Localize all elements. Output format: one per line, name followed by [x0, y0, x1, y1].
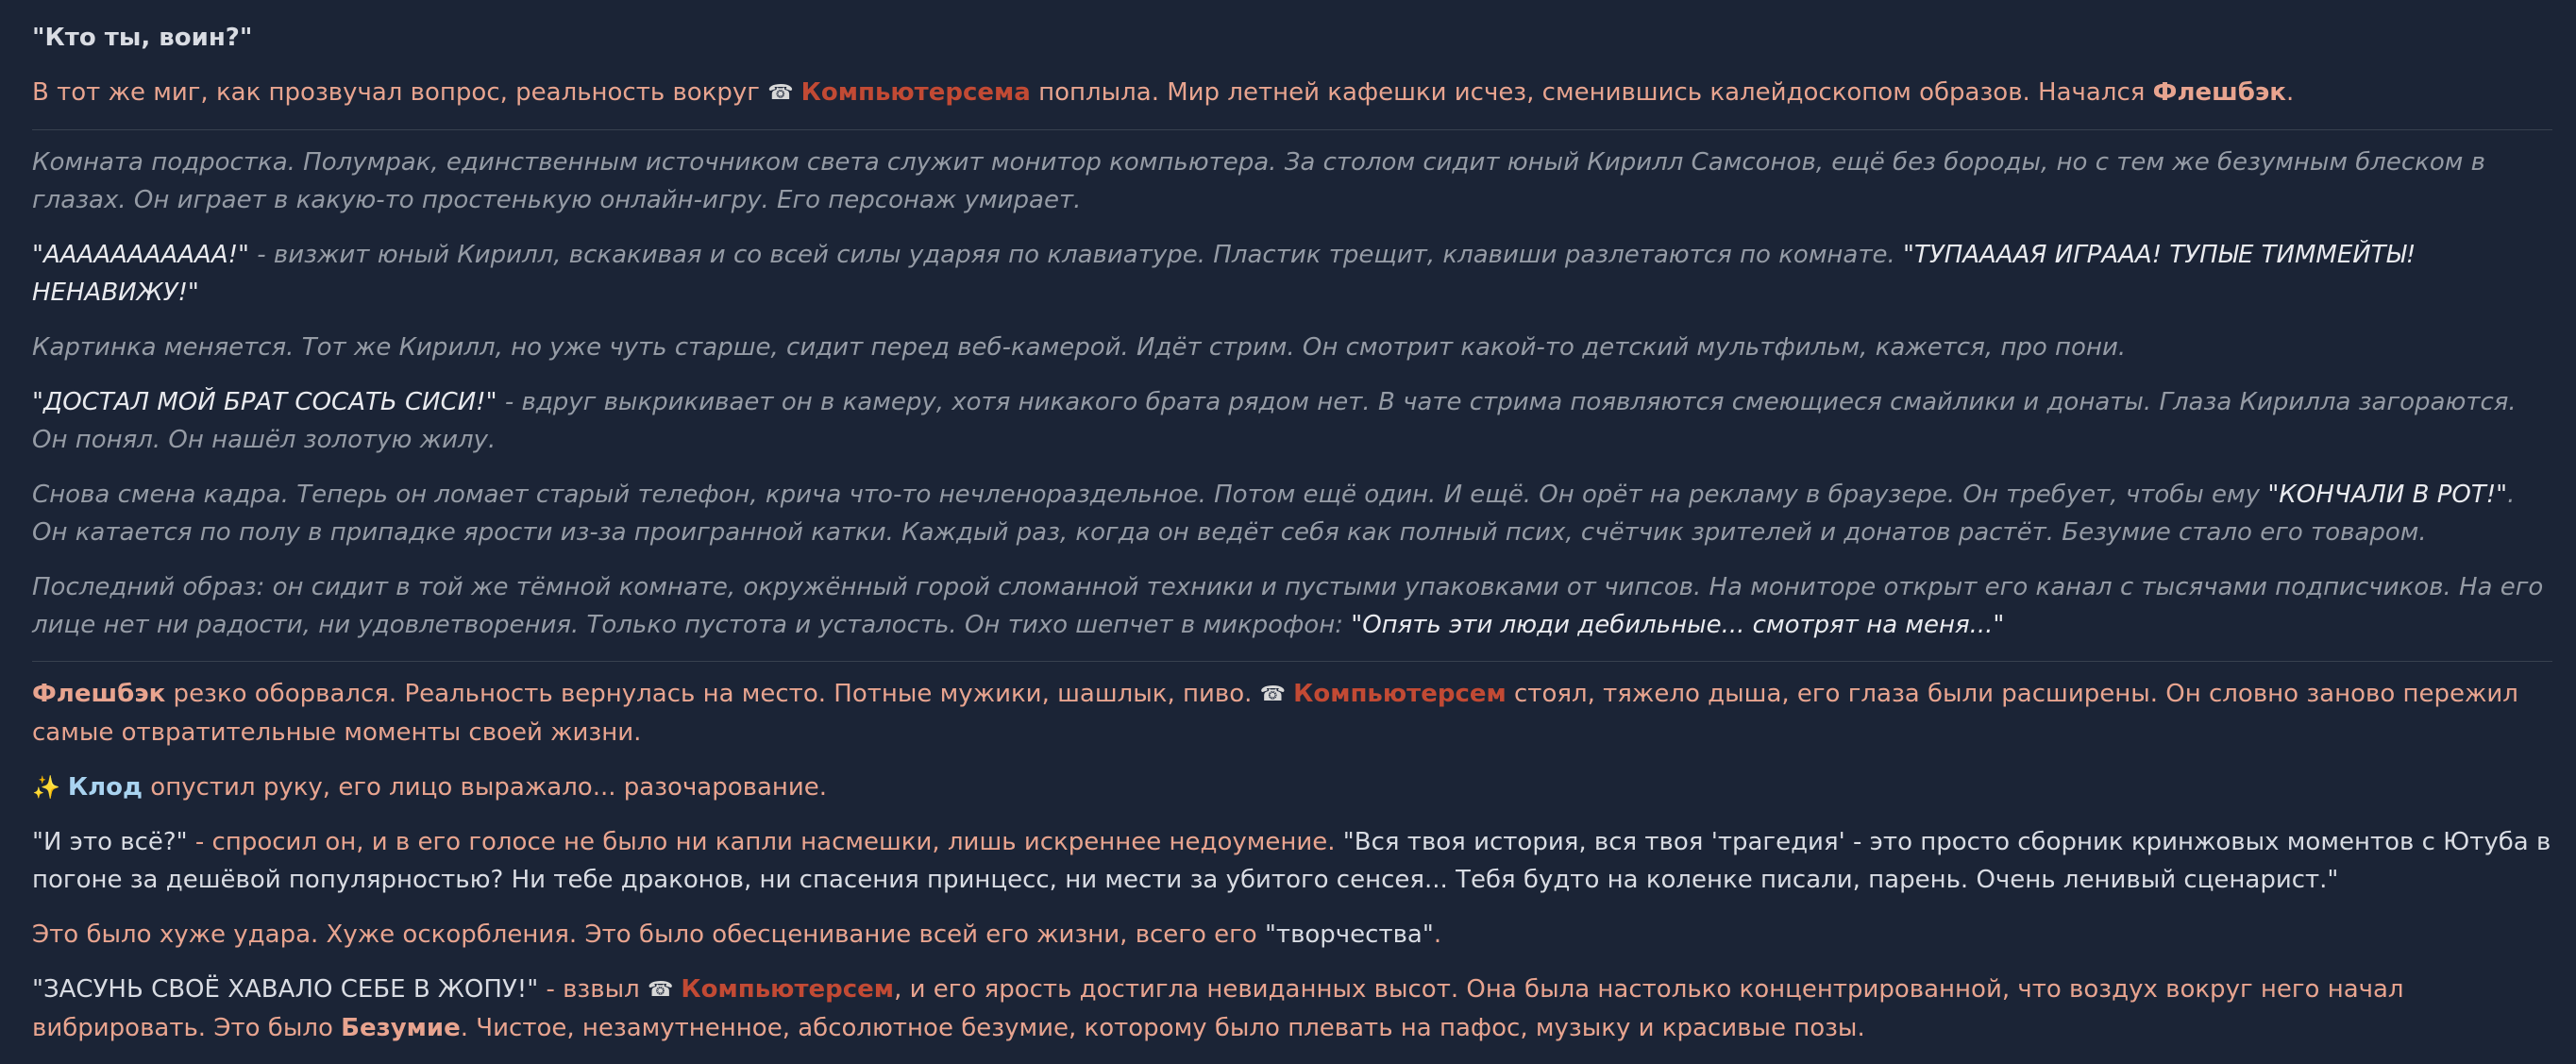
character-name-computersem[interactable]: Компьютерсема — [800, 78, 1031, 107]
flashback-quote: "ААААААААААА!" — [32, 241, 249, 269]
character-name-computersem[interactable]: Компьютерсем — [681, 975, 895, 1004]
flashback-text: Картинка меняется. Тот же Кирилл, но уже чуть старше, сидит перед веб-камерой. Идёт стрим. Он смотрит какой-то детский мультфильм, кажется, про пони. — [32, 333, 2127, 362]
flashback-quote: "КОНЧАЛИ В РОТ!" — [2267, 481, 2508, 509]
character-name-klod[interactable]: Клод — [67, 773, 143, 802]
narration-text: . — [2285, 78, 2295, 107]
narration-text: . Чистое, незамутненное, абсолютное безумие, которому было плевать на пафос, музыку и красивые позы. — [460, 1014, 1865, 1042]
flashback-paragraph — [32, 383, 2552, 459]
dialogue-quote: "ЗАСУНЬ СВОЁ ХАВАЛО СЕБЕ В ЖОПУ!" — [32, 975, 539, 1004]
flashback-text: - визжит юный Кирилл, вскакивая и со всей силы ударяя по клавиатуре. Пластик трещит, клавиши разлетаются по комнате. — [249, 241, 1904, 269]
narration-text: - спросил он, и в его голосе не было ни капли насмешки, лишь искреннее недоумение. — [187, 828, 1343, 856]
divider — [32, 129, 2552, 130]
flashback-text: - вдруг выкрикивает он в камеру, хотя никакого брата рядом нет. В чате стрима появляются смеющиеся смайлики и донаты. Глаза Кирилла загораются. Он понял. Он нашёл золотую жилу. — [32, 388, 2517, 454]
message-dialogue — [32, 971, 2552, 1047]
flashback-paragraph — [32, 329, 2552, 366]
flashback-paragraph — [32, 144, 2552, 219]
narration-text: , и его ярость достигла невиданных высот. Она была настолько концентрированной, что воздух вокруг него начал вибрировать. Это было — [32, 975, 2404, 1042]
flashback-paragraph — [32, 476, 2552, 551]
dialogue-quote: "Кто ты, воин?" — [32, 24, 253, 52]
message-narration — [32, 74, 2552, 112]
divider — [32, 661, 2552, 662]
flashback-paragraph — [32, 236, 2552, 312]
narration-text: Это было хуже удара. Хуже оскорбления. Это было обесценивание всей его жизни, всего его — [32, 920, 1265, 949]
narration-text: . — [1433, 920, 1442, 949]
sparkles-icon: ✨ — [32, 774, 60, 801]
telephone-icon: ☎ — [647, 978, 674, 1002]
flashback-keyword: Флешбэк — [32, 680, 166, 708]
message-question — [32, 19, 2552, 57]
narration-text: стоял, тяжело дыша, его глаза были расширены. Он словно заново пережил самые отвратительные моменты своей жизни. — [32, 680, 2518, 747]
message-narration — [32, 916, 2552, 954]
narration-text: В тот же миг, как прозвучал вопрос, реальность вокруг — [32, 78, 768, 107]
dialogue-quote: "И это всё?" — [32, 828, 188, 856]
narration-text: опустил руку, его лицо выражало... разочарование. — [143, 773, 828, 802]
dialogue-quote: "Вся твоя история, вся твоя 'трагедия' - это просто сборник кринжовых моментов с Ютуба в погоне за дешёвой популярностью? Ни тебе драконов, ни спасения принцесс, ни мести за убитого сенсея... Тебя будто на коленке писали, парень. Очень ленивый сценарист." — [32, 828, 2551, 894]
flashback-text: Последний образ: он сидит в той же тёмной комнате, окружённый горой сломанной техники и пустыми упаковками от чипсов. На мониторе открыт его канал с тысячами подписчиков. На его лице нет ни радости, ни удовлетворения. Только пустота и усталость. Он тихо шепчет в микрофон: — [32, 573, 2544, 639]
flashback-text: . Он катается по полу в припадке ярости из-за проигранной катки. Каждый раз, когда он ведёт себя как полный псих, счётчик зрителей и донатов растёт. Безумие стало его товаром. — [32, 481, 2516, 547]
madness-keyword: Безумие — [341, 1014, 461, 1042]
chat-log — [32, 19, 2552, 1064]
flashback-text: Снова смена кадра. Теперь он ломает старый телефон, крича что-то нечленораздельное. Потом ещё один. И ещё. Он орёт на рекламу в браузере. Он требует, чтобы ему — [32, 481, 2268, 509]
flashback-text: Комната подростка. Полумрак, единственным источником света служит монитор компьютера. За столом сидит юный Кирилл Самсонов, ещё без бороды, но с тем же безумным блеском в глазах. Он играет в какую-то простенькую онлайн-игру. Его персонаж умирает. — [32, 148, 2485, 214]
dialogue-quote: "творчества" — [1264, 920, 1434, 949]
flashback-quote: "Опять эти люди дебильные... смотрят на меня..." — [1351, 611, 2005, 639]
flashback-paragraph — [32, 568, 2552, 644]
flashback-keyword: Флешбэк — [2152, 78, 2286, 107]
character-name-computersem[interactable]: Компьютерсем — [1293, 680, 1507, 708]
narration-text: резко оборвался. Реальность вернулась на место. Потные мужики, шашлык, пиво. — [165, 680, 1260, 708]
telephone-icon: ☎ — [767, 81, 794, 105]
flashback-quote: "ТУПААААЯ ИГРААА! ТУПЫЕ ТИММЕЙТЫ! НЕНАВИЖУ!" — [32, 241, 2416, 307]
telephone-icon: ☎ — [1259, 683, 1287, 706]
flashback-quote: "ДОСТАЛ МОЙ БРАТ СОСАТЬ СИСИ!" — [32, 388, 497, 416]
narration-text: - взвыл — [538, 975, 648, 1004]
message-narration — [32, 768, 2552, 806]
message-dialogue — [32, 823, 2552, 899]
narration-text: поплыла. Мир летней кафешки исчез, сменившись калейдоскопом образов. Начался — [1030, 78, 2153, 107]
message-narration — [32, 675, 2552, 752]
